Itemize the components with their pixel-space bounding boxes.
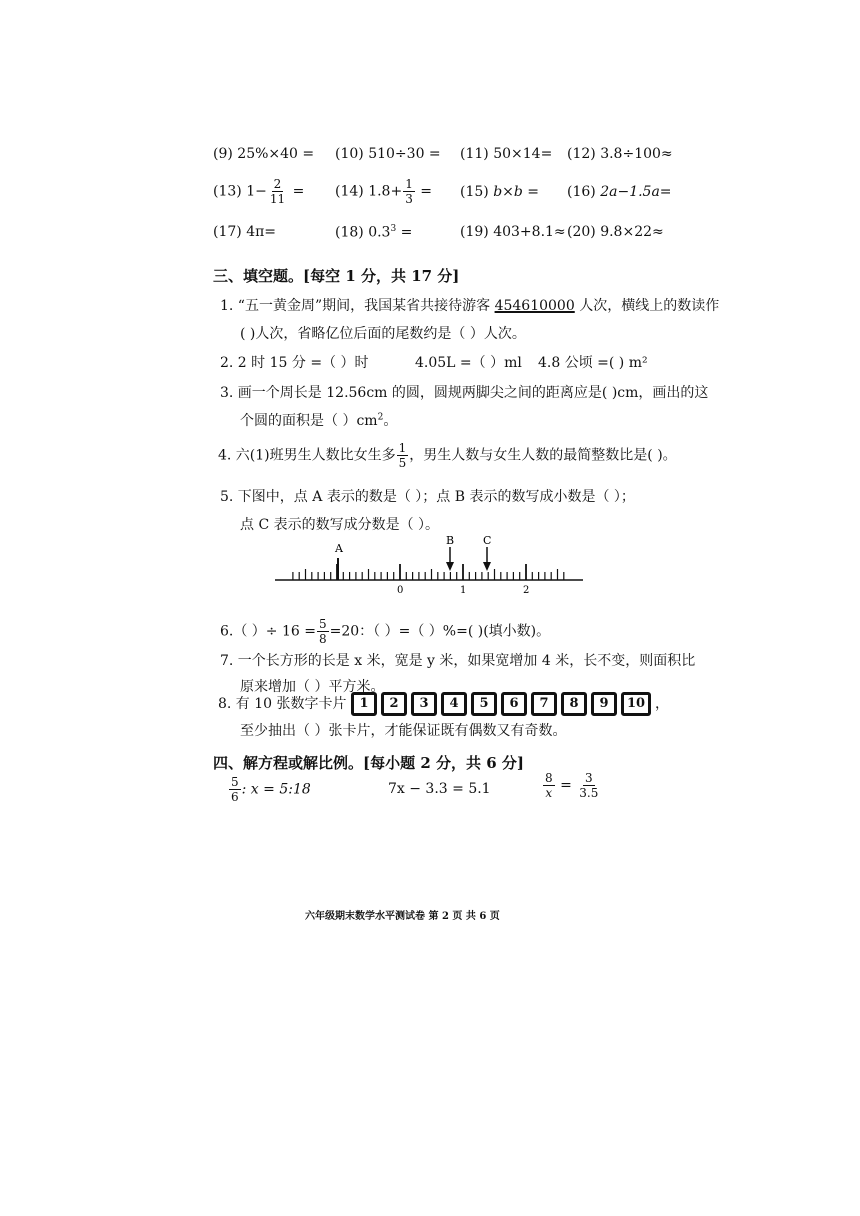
question-8-line-2: 至少抽出（ ）张卡片，才能保证既有偶数又有奇数。 [240,723,567,739]
equation-2: 7x − 3.3 = 5.1 [388,781,491,797]
tick-label-2: 2 [523,585,530,596]
calc-12: (12) 3.8÷100≈ [567,146,673,162]
section-3-title: 三、填空题。[每空 1 分，共 17 分] [213,267,460,285]
number-card-2: 2 [381,692,407,716]
page-footer: 六年级期末数学水平测试卷 第 2 页 共 6 页 [305,911,500,922]
number-card-7: 7 [531,692,557,716]
tick-label-0: 0 [397,585,404,596]
question-7-line-2: 原来增加（ ）平方米。 [240,679,385,695]
number-card-6: 6 [501,692,527,716]
question-4: 4. 六(1)班男生人数比女生多 $\frac{1}{5}$ ，男生人数与女生人数的最简整数比是( )。 [218,441,677,470]
calc-15: (15) b×b = [460,184,540,200]
tick-label-1: 1 [460,585,467,596]
calc-11: (11) 50×14= [460,146,553,162]
calc-16: (16) 2a−1.5a= [567,184,672,200]
question-6: 6.（ ）÷ 16 = $\frac{5}{8}$ =20：（ ）=（ ）%=( )(填小数)。 [220,617,551,646]
number-card-5: 5 [471,692,497,716]
equation-3: $\frac{8}{x}$ = $\frac{3}{3.5}$ [545,771,599,800]
number-card-3: 3 [411,692,437,716]
point-a-label: A [335,542,343,555]
number-card-8: 8 [561,692,587,716]
question-8-line-1: 8. 有 10 张数字卡片 1 2 3 4 5 6 7 8 9 10 ， [218,692,669,716]
equation-1: $\frac{5}{6}$ : x = 5:18 [231,775,311,804]
calc-18: (18) $0.3^3$ = [335,224,413,241]
calc-19: (19) 403+8.1≈ [460,224,566,240]
question-3-line-1: 3. 画一个周长是 12.56cm 的圆，圆规两脚尖之间的距离应是( )cm，画出的这 [220,385,709,401]
number-card-10: 10 [621,692,651,716]
calc-20: (20) 9.8×22≈ [567,224,664,240]
section-4-title: 四、解方程或解比例。[每小题 2 分，共 6 分] [213,754,524,772]
number-cards [351,696,655,712]
point-c-arrow [483,547,491,571]
calc-13: (13) 1− $\frac{2}{11}$ = [213,177,305,206]
point-c-label: C [483,534,492,547]
question-1-line-1: 1. “五一黄金周”期间，我国某省共接待游客 454610000 人次，横线上的数读作 [220,298,720,314]
calc-14: (14) 1.8+ $\frac{1}{3}$ = [335,177,433,206]
calc-17: (17) 4π= [213,224,277,240]
number-card-1: 1 [351,692,377,716]
number-card-9: 9 [591,692,617,716]
calc-10: (10) 510÷30 = [335,146,441,162]
point-b-arrow [446,547,454,571]
question-3-line-2: 个圆的面积是（ ）$cm^2$。 [240,412,398,429]
question-2-part-b: 4.05L =（ ）ml [415,355,522,371]
number-line-ticks [293,558,564,580]
question-5-line-2: 点 C 表示的数写成分数是（ ）。 [240,517,440,533]
number-line [270,530,590,600]
calc-9: (9) 25%×40 = [213,146,315,162]
question-2-part-c: 4.8 公顷 =( ) m² [538,355,648,371]
question-2-part-a: 2. 2 时 15 分 =（ ）时 [220,355,369,371]
question-7-line-1: 7. 一个长方形的长是 x 米，宽是 y 米，如果宽增加 4 米，长不变，则面积比 [220,653,696,669]
number-card-4: 4 [441,692,467,716]
question-1-line-2: ( )人次，省略亿位后面的尾数约是（ ）人次。 [240,326,526,342]
question-5-line-1: 5. 下图中，点 A 表示的数是（ ）；点 B 表示的数写成小数是（ ）； [220,489,635,505]
point-b-label: B [446,534,455,547]
